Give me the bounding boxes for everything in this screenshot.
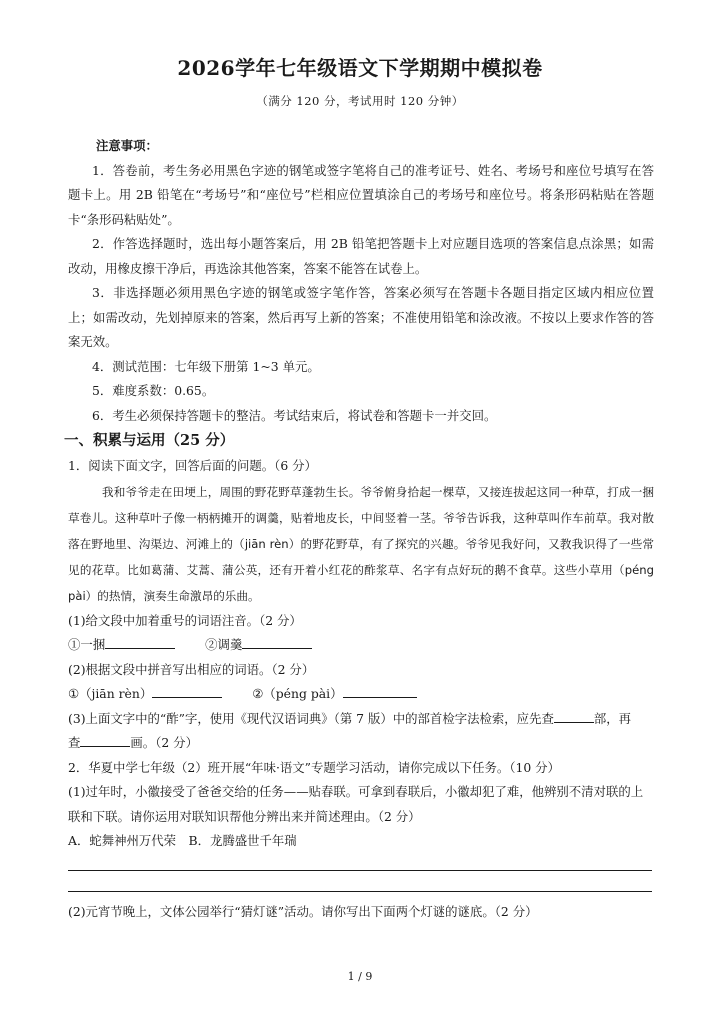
exam-content	[64, 134, 654, 924]
sub1-answer-row	[68, 633, 654, 658]
sub2-answer-row	[68, 682, 654, 707]
notice-item: 5．难度系数：0.65。	[92, 383, 215, 398]
question-1-sub3	[68, 707, 654, 732]
answer-blank[interactable]	[80, 732, 130, 747]
question-2-options: A．蛇舞神州万代荣 B．龙腾盛世千年瑞	[68, 833, 297, 848]
page-subtitle: （满分 120 分，考试用时 120 分钟）	[256, 94, 464, 108]
notice-item: 2．作答选择题时，选出每小题答案后，用 2B 铅笔把答题卡上对应题目选项的答案信息点涂黑；如需改动，用橡皮擦干净后，再选涂其他答案，答案不能答在试卷上。	[68, 236, 654, 276]
answer-blank[interactable]	[152, 683, 222, 698]
sub2-item: ①（jiān rèn）	[68, 686, 153, 701]
question-1-sub2: (2)根据文段中拼音写出相应的词语。（2 分）	[68, 661, 315, 677]
notice-heading: 注意事项：	[96, 138, 158, 153]
notice-item: 1．答卷前，考生务必用黑色字迹的钢笔或签字笔将自己的准考证号、姓名、考场号和座位号填写在答题卡上。用 2B 铅笔在“考场号”和“座位号”栏相应位置填涂自己的考场号和座位号。将条形码粘贴在答题卡“条形码粘贴处”。	[68, 162, 654, 227]
answer-blank[interactable]	[105, 634, 175, 649]
page-title: 2026学年七年级语文下学期期中模拟卷	[177, 56, 543, 80]
sub3-text: 查	[68, 735, 81, 750]
sub3-text: (3)上面文字中的“酢”字，使用《现代汉语词典》（第 7 版）中的部首检字法检索，应先查	[68, 710, 554, 726]
answer-blank[interactable]	[242, 634, 312, 649]
sub1-item: ②调羹	[205, 637, 243, 652]
reading-passage: 我和爷爷走在田埂上，周围的野花野草蓬勃生长。爷爷俯身拾起一棵草，又接连拔起这同一种草，打成一捆草卷儿。这种草叶子像一柄柄摊开的调羹，贴着地皮长，中间竖着一茎。爷爷告诉我，这种草叫作车前草。我对散落在野地里、沟渠边、河滩上的（jiān rèn）的野花野草，有了探究的兴趣。爷爷见我好问，又教我识得了一些常见的花草。比如葛蒲、艾蒿、蒲公英，还有开着小红花的酢浆草、名字有点好玩的鹅不食草。这些小草用（péng pài）的热情，演奏生命激昂的乐曲。	[68, 484, 654, 603]
question-1-sub1: (1)给文段中加着重号的词语注音。（2 分）	[68, 612, 302, 628]
question-2-stem: 2．华夏中学七年级（2）班开展“年味·语文”专题学习活动，请你完成以下任务。（10 分）	[68, 759, 560, 775]
sub1-item: ①一捆	[68, 637, 106, 652]
sub2-item: ②（péng pài）	[252, 686, 343, 701]
notice-item: 6．考生必须保持答题卡的整洁。考试结束后，将试卷和答题卡一并交回。	[92, 407, 497, 423]
sub3-text: 部，再	[593, 710, 632, 726]
answer-blank[interactable]	[343, 683, 417, 698]
notice-item: 3．非选择题必须用黑色字迹的钢笔或签字笔作答，答案必须写在答题卡各题目指定区域内相应位置上；如需改动，先划掉原来的答案，然后再写上新的答案；不准使用铅笔和涂改液。不按以上要求作答的答案无效。	[68, 285, 654, 349]
sub3-text: 画。（2 分）	[130, 735, 198, 750]
question-1-stem: 1．阅读下面文字，回答后面的问题。（6 分）	[68, 458, 317, 473]
question-2-sub2: (2)元宵节晚上，文体公园举行“猜灯谜”活动。请你写出下面两个灯谜的谜底。（2 分）	[68, 903, 538, 919]
section-heading: 一、积累与运用（25 分）	[64, 432, 235, 449]
notice-item: 4．测试范围：七年级下册第 1~3 单元。	[92, 358, 320, 374]
question-1-sub3-cont	[68, 731, 654, 756]
question-2-sub1: (1)过年时，小徽接受了爸爸交给的任务——贴春联。可拿到春联后，小徽却犯了难，他辨别不清对联的上联和下联。请你运用对联知识帮他分辨出来并简述理由。（2 分）	[68, 784, 644, 824]
answer-blank[interactable]	[554, 708, 594, 723]
page-number: 1 / 9	[347, 970, 373, 983]
